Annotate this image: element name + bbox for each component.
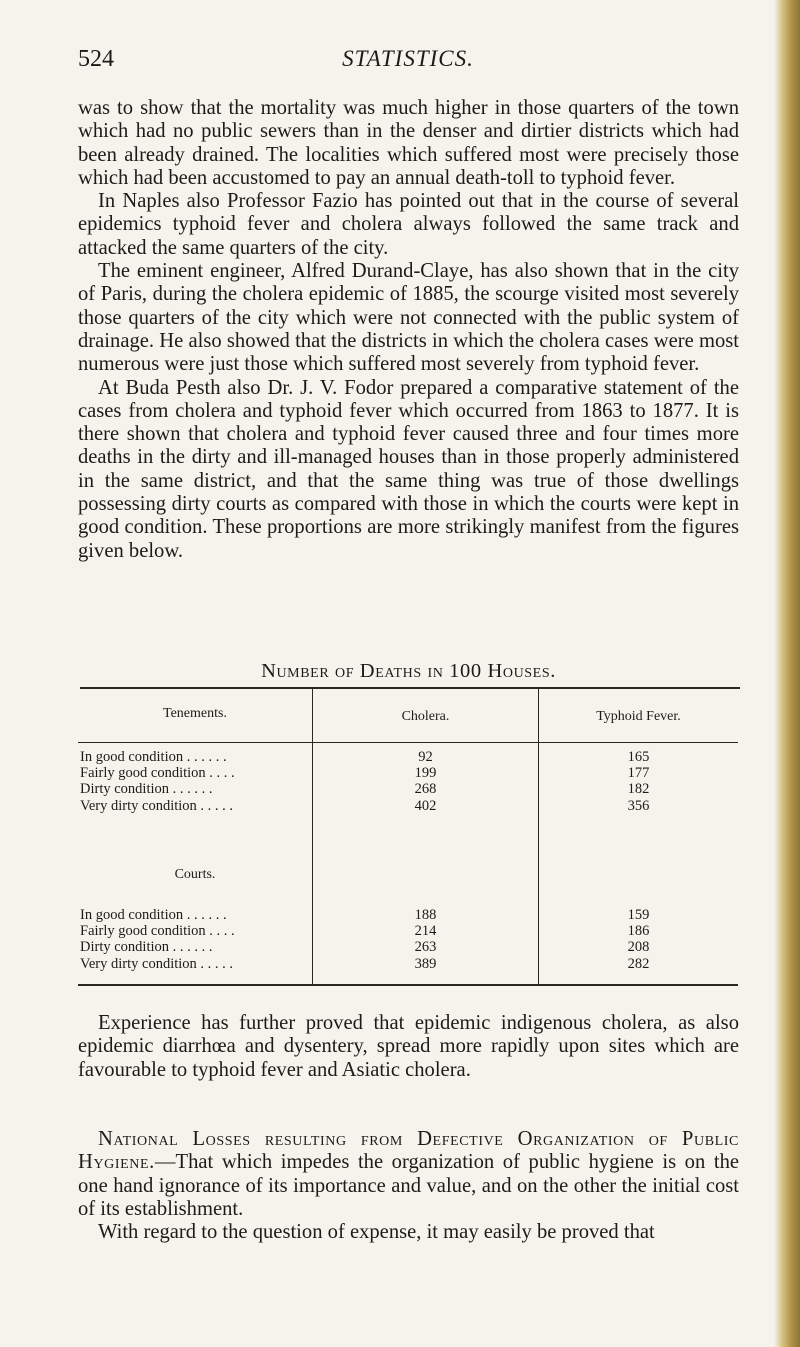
section-heading: National Losses resulting from Defective Organization of Public Hygiene. [78, 1128, 739, 1174]
courts-cholera-col [313, 907, 538, 972]
cell-typhoid: 186 [627, 923, 650, 940]
paragraph-3: The eminent engineer, Alfred Durand-Claye, has also shown that in the city of Paris, during the cholera epidemic of 1885, the scourge visited most severely those quarters of the city which were not connected with the public system of drainage. He also showed that the districts in which the cholera cases were most numerous were just those which suffered most severely from typhoid fever. [78, 260, 739, 376]
paragraph-2: In Naples also Professor Fazio has pointed out that in the course of several epidemics typhoid fever and cholera always followed the same track and attacked the same quarters of the city. [78, 190, 739, 259]
cell-typhoid: 356 [627, 797, 650, 814]
row-label: Dirty condition . . . . . . [80, 781, 213, 798]
paragraph-6 [78, 1128, 739, 1221]
deaths-table [78, 687, 740, 987]
cell-typhoid: 165 [627, 749, 650, 765]
row-label: Dirty condition . . . . . . [80, 939, 213, 956]
cell-typhoid: 208 [627, 939, 650, 956]
running-title: STATISTICS. [342, 46, 474, 71]
paragraph-1: was to show that the mortality was much higher in those quarters of the town which had no public sewers than in the denser and dirtier districts which had been already drained. The localities which suffered most were precisely those which had been accustomed to pay an annual death-toll to typhoid fever. [78, 97, 739, 189]
cell-cholera: 263 [414, 939, 437, 956]
header-tenements: Tenements. [163, 706, 227, 721]
row-label: In good condition . . . . . . [80, 749, 227, 765]
tenements-labels [80, 749, 235, 814]
courts-subheader: Courts. [174, 867, 216, 882]
cell-cholera: 389 [414, 955, 437, 972]
cell-cholera: 199 [414, 765, 437, 782]
row-label: Very dirty condition . . . . . [80, 955, 234, 972]
paragraph-5: Experience has further proved that epidemic indigenous cholera, as also epidemic diarrhœa and dysentery, spread more rapidly upon sites which are favourable to typhoid fever and Asiatic cholera. [78, 1012, 739, 1081]
table-rule-bottom [78, 984, 738, 986]
body-text-lower [78, 1012, 739, 1082]
cell-typhoid: 282 [627, 955, 650, 972]
table-rule-header [78, 742, 738, 743]
cell-typhoid: 182 [627, 781, 650, 798]
tenements-typhoid-col [539, 749, 738, 814]
page-header [78, 46, 738, 76]
header-cholera: Cholera. [401, 709, 450, 724]
header-typhoid: Typhoid Fever. [596, 709, 681, 724]
cell-cholera: 188 [414, 907, 437, 923]
section-national-losses [78, 1128, 739, 1244]
cell-typhoid: 177 [627, 765, 650, 782]
cell-cholera: 402 [414, 797, 437, 814]
cell-cholera: 214 [414, 923, 437, 940]
body-text-upper [78, 97, 739, 563]
paragraph-6-text: —That which impedes the organization of public hygiene is on the one hand ignorance of its importance and value, and on the other the initial cost of its establishment. [78, 1151, 739, 1220]
row-label: Fairly good condition . . . . [80, 765, 235, 782]
row-label: In good condition . . . . . . [80, 907, 227, 923]
courts-typhoid-col [539, 907, 738, 972]
table-title: Number of Deaths in 100 Houses. [261, 660, 556, 682]
page-edge [774, 0, 800, 1347]
table-rule-top [80, 687, 740, 689]
paragraph-4: At Buda Pesth also Dr. J. V. Fodor prepared a comparative statement of the cases from cholera and typhoid fever which occurred from 1863 to 1877. It is there shown that cholera and typhoid fever caused three and four times more deaths in the dirty and ill-managed houses than in those properly administered in the same district, and that the same thing was true of those dwellings possessing dirty courts as compared with those in which the courts were kept in good condition. These proportions are more strikingly manifest from the figures given below. [78, 376, 739, 562]
tenements-cholera-col [313, 749, 538, 814]
row-label: Very dirty condition . . . . . [80, 797, 234, 814]
page-number: 524 [78, 46, 114, 72]
courts-labels [80, 907, 235, 972]
cell-typhoid: 159 [627, 907, 650, 923]
paragraph-7: With regard to the question of expense, it may easily be proved that [98, 1221, 655, 1244]
cell-cholera: 92 [418, 749, 433, 765]
row-label: Fairly good condition . . . . [80, 923, 235, 940]
cell-cholera: 268 [414, 781, 437, 798]
